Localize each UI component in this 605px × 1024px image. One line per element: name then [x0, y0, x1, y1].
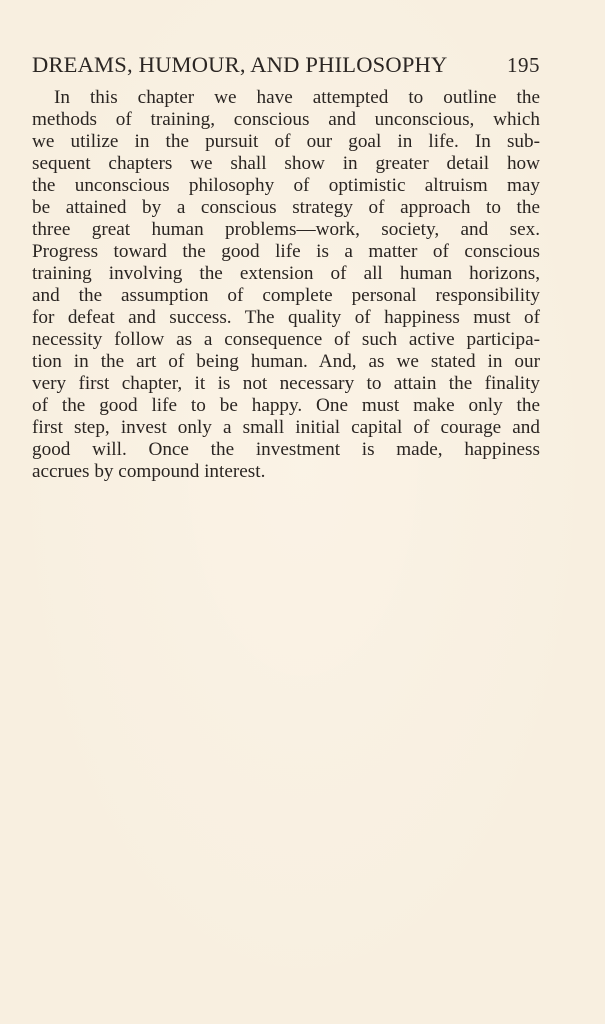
text-line: for defeat and success. The quality of happiness must of — [32, 307, 540, 328]
text-line: accrues by compound interest. — [32, 461, 266, 482]
text-line: we utilize in the pursuit of our goal in life. In sub- — [32, 131, 540, 152]
running-head — [32, 52, 540, 78]
text-line: first step, invest only a small initial capital of courage and — [32, 417, 540, 438]
text-line: tion in the art of being human. And, as we stated in our — [32, 351, 540, 372]
text-line: good will. Once the investment is made, happiness — [32, 439, 540, 460]
text-line: the unconscious philosophy of optimistic altruism may — [32, 175, 540, 196]
text-line: In this chapter we have attempted to outline the — [54, 87, 540, 108]
text-line: training involving the extension of all human horizons, — [32, 263, 540, 284]
text-line: necessity follow as a consequence of such active participa- — [32, 329, 540, 350]
text-line: sequent chapters we shall show in greater detail how — [32, 153, 540, 174]
body-paragraph — [32, 87, 540, 483]
text-line: of the good life to be happy. One must make only the — [32, 395, 540, 416]
text-line: very first chapter, it is not necessary to attain the finality — [32, 373, 540, 394]
text-line: and the assumption of complete personal responsibility — [32, 285, 540, 306]
text-line: Progress toward the good life is a matter of conscious — [32, 241, 540, 262]
text-line: be attained by a conscious strategy of approach to the — [32, 197, 540, 218]
running-head-title: DREAMS, HUMOUR, AND PHILOSOPHY — [32, 52, 448, 77]
text-line: methods of training, conscious and unconscious, which — [32, 109, 540, 130]
text-line: three great human problems—work, society, and sex. — [32, 219, 540, 240]
page-number: 195 — [507, 53, 540, 77]
